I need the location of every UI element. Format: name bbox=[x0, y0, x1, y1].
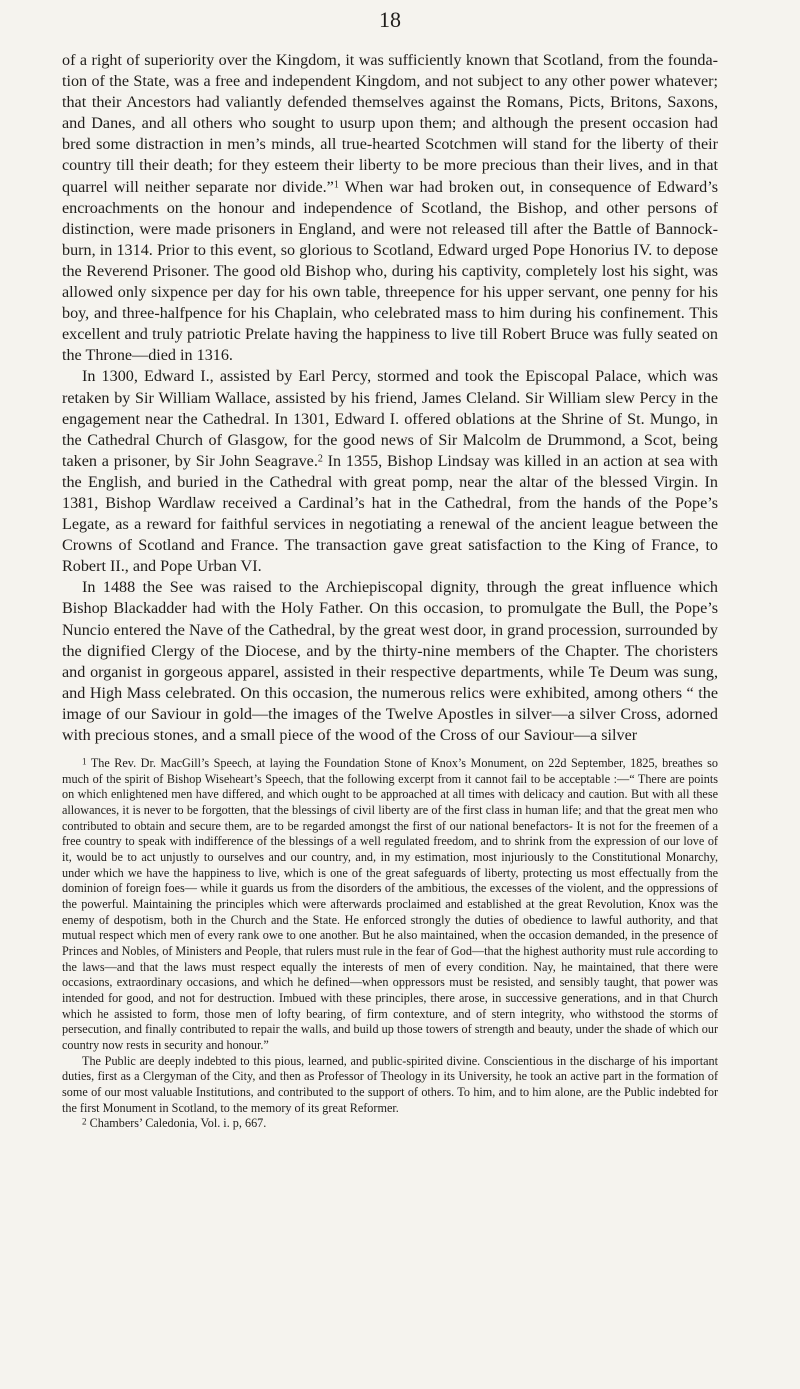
footnote-ref-2[interactable]: 2 bbox=[317, 453, 323, 465]
paragraph-3 bbox=[62, 577, 718, 746]
footnote-2-text: Chambers’ Caledonia, Vol. i. p, 667. bbox=[86, 1116, 267, 1131]
paragraph-3-text: In 1488 the See was raised to the Archiepiscopal dignity, through the great influence which Bishop Blackadder had with the Holy Father. On this occasion, to promulgate the Bull, the Pope’s Nuncio entered the Nave of the Cathedral, by the great west door, in grand procession, surrounded by the dignified Clergy of the Diocese, and by the thirty-nine members of the Chapter. The choristers and organist in gorgeous apparel, assisted in their respective departments, while Te Deum was sung, and High Mass celebrated. On this occasion, the numerous relics were exhibited, among others “ the image of our Saviour in gold—the images of the Twelve Apostles in silver—a silver Cross, adorned with precious stones, and a small piece of the wood of the Cross of our Saviour—a silver bbox=[62, 579, 718, 744]
paragraph-2-text: In 1300, Edward I., assisted by Earl Percy, stormed and took the Episcopal Palace, which was retaken by Sir William Wallace, assisted by his friend, James Cleland. Sir William slew Percy in the engagement near the Cathedral. In 1301, Edward I. offered oblations at the Shrine of St. Mungo, in the Cathedral Church of Glasgow, for the good news of Sir Malcolm de Drummond, a Scot, being taken a prisoner, by Sir John Seagrave. bbox=[62, 368, 718, 470]
paragraph-1-text-continued: When war had broken out, in consequence of Edward’s encroachments on the honour and independence of Scotland, the Bishop, and other persons of distinction, were made prisoners in England, and were not released till after the Battle of Bannockburn, in 1314. Prior to this event, so glorious to Scotland, Edward urged Pope Honorius IV. to depose the Reverend Prisoner. The good old Bishop who, during his captivity, completely lost his sight, was allowed only sixpence per day for his own table, threepence for his upper servant, one penny for his boy, and three-halfpence for his Chaplain, who celebrated mass to him during his confinement. This excellent and truly patriotic Prelate having the happiness to live till Robert Bruce was fully seated on the Throne—died in 1316. bbox=[62, 178, 718, 365]
footnotes bbox=[62, 756, 718, 1132]
footnote-1 bbox=[62, 756, 718, 1053]
footnote-1-continuation bbox=[62, 1054, 718, 1117]
footnote-1-text: The Rev. Dr. MacGill’s Speech, at laying the Foundation Stone of Knox’s Monument, on 22d September, 1825, breathes so much of the spirit of Bishop Wiseheart’s Speech, that the following excerpt from it cannot fail to be acceptable :—“ There are points on which enlightened men have differed, and which ought to be approached at all times with delicacy and caution. But with all these allowances, it is never to be forgotten, that the blessings of civil liberty are of the first class in human life; and that the great men who contributed to obtain and secure them, are to be regarded amongst the first of our national benefactors- It is not for the freemen of a free country to speak with indifference of the blessings of a well regulated freedom, and to shrink from the expression of our love of it, would be to act unjustly to ourselves and our country, and, in my estimation, most injuriously to the Constitutional Monarchy, under which we have the happiness to live, which is one of the great safeguards of liberty, protecting us most effectually from the dominion of foreign foes— while it guards us from the disorders of the ambitious, the excesses of the violent, and the oppressions of the powerful. Maintaining the principles which were afterwards proclaimed and established at the great Revolution, Knox was the enemy of despotism, both in the Church and the State. He enforced strongly the duties of obedience to lawful authority, and that mutual respect which men of every rank owe to one another. But he also maintained, when the occasion demanded, in the presence of Princes and Nobles, of Ministers and People, that rulers must rule in the fear of God—that the highest authority must rule according to the laws—and that the laws must respect equally the interests of men of every condition. Nay, he maintained, that there were occasions, extraordinary occasions, and which he defined—when oppressors must be resisted, and sensibly taught, that power was intended for good, and not for destruction. Imbued with these principles, there arose, in successive generations, and in that Church which he assisted to form, those men of lofty bearing, of firm contexture, and of stern integrity, who withstood the storms of persecution, and finally contributed to repair the walls, and build up those towers of strength and beauty, under the shade of which our country now rests in security and honour.” bbox=[62, 756, 718, 1052]
footnote-1-continuation-text: The Public are deeply indebted to this pious, learned, and public-spirited divine. Conscientious in the discharge of his important duties, first as a Clergyman of the City, and then as Professor of Theology in its University, he took an active part in the formation of some of our most valuable Institutions, and contributed to the support of others. To him, and to him alone, are the Public indebted for the first Monument in Scotland, to the memory of its great Reformer. bbox=[62, 1053, 718, 1115]
footnote-marker-2: 2 bbox=[82, 1116, 87, 1127]
body-text bbox=[62, 50, 718, 746]
footnote-ref-1[interactable]: 1 bbox=[333, 179, 339, 191]
paragraph-2 bbox=[62, 366, 718, 577]
page-number: 18 bbox=[379, 7, 401, 32]
paragraph-1-text: of a right of superiority over the Kingdom, it was sufficiently known that Scotland, from the foundation of the State, was a free and independent Kingdom, and not subject to any other power whatever; that their Ancestors had valiantly defended themselves against the Romans, Picts, Britons, Saxons, and Danes, and all others who sought to usurp upon them; and although the present occasion had bred some distraction in men’s minds, all true-hearted Scotchmen will stand for the liberty of their country till their death; for they esteem their liberty to be more precious than their lives, and in that quarrel will neither separate nor divide.” bbox=[62, 52, 718, 196]
paragraph-2-text-continued: In 1355, Bishop Lindsay was killed in an action at sea with the English, and buried in the Cathedral with great pomp, near the altar of the blessed Virgin. In 1381, Bishop Wardlaw received a Cardinal’s hat in the Cathedral, from the hands of the Pope’s Legate, as a reward for faithful services in negotiating a renewal of the ancient league between the Crowns of Scotland and France. The transaction gave great satisfaction to the King of France, to Robert II., and Pope Urban VI. bbox=[62, 452, 719, 576]
footnote-marker-1: 1 bbox=[82, 756, 87, 767]
paragraph-1 bbox=[62, 50, 718, 366]
footnote-2 bbox=[62, 1116, 718, 1132]
